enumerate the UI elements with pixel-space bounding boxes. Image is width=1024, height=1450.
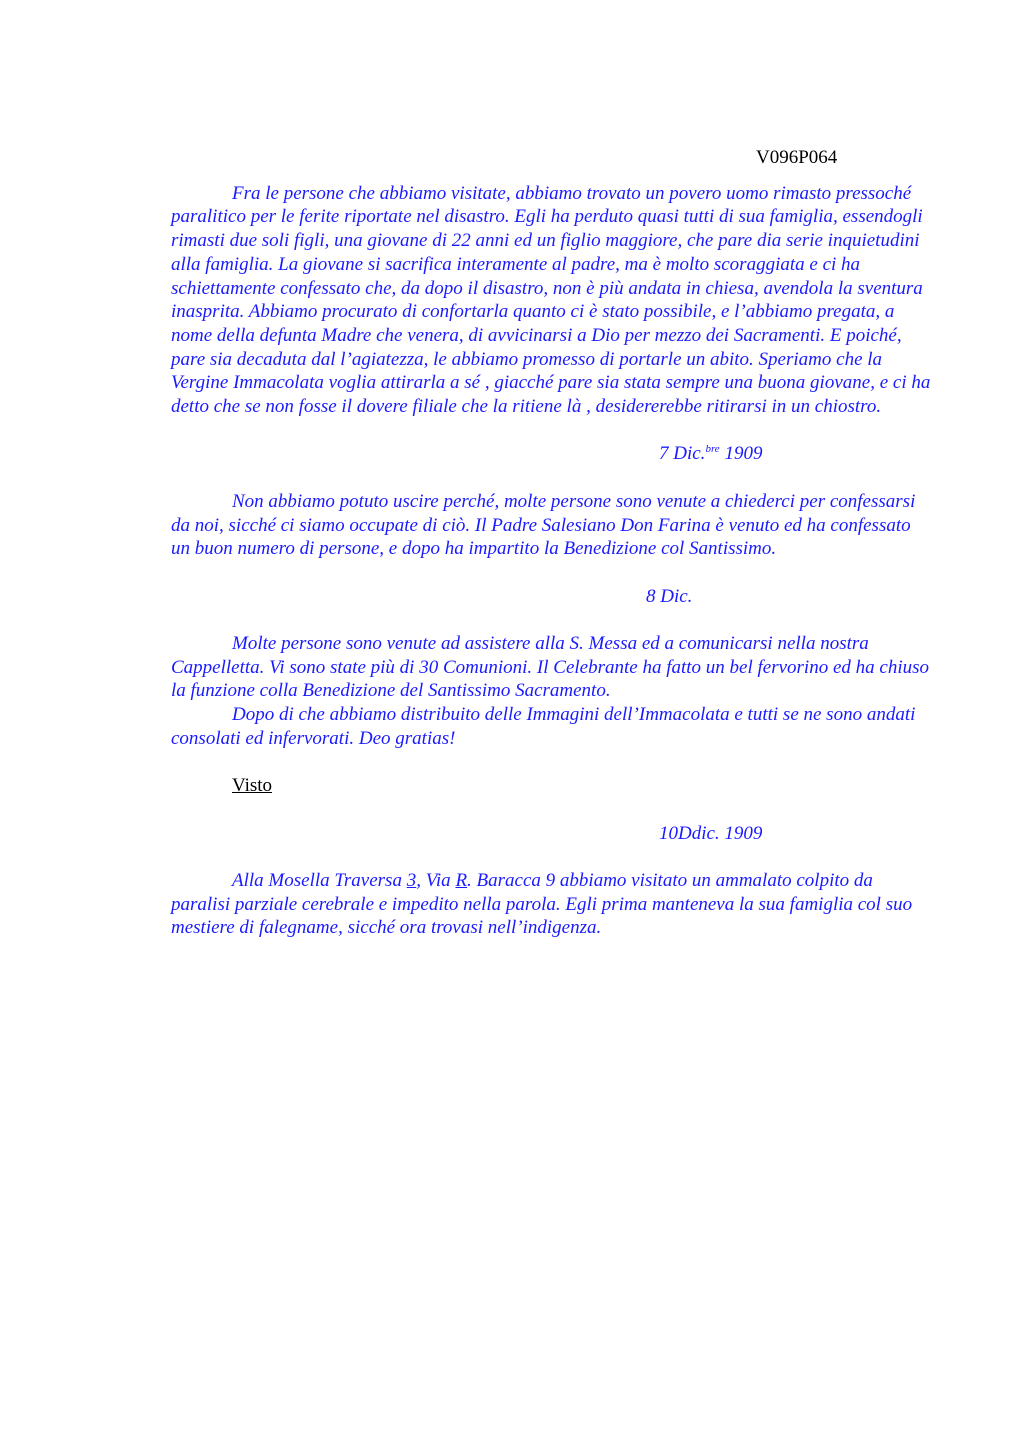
visto-mark: Visto (232, 775, 273, 797)
entry-paragraph-2: Non abbiamo potuto uscire perché, molte persone sono venute a chiederci per confessarsi da noi, sicché ci siamo occupate di ciò. Il Padre Salesiano Don Farina è venuto ed ha confessato un buon numero di persone, e dopo ha impartito la Benedizione col Santissimo. (171, 490, 916, 560)
date-superscript: bre (705, 443, 720, 456)
p5-text-a: Alla Mosella Traversa (232, 869, 407, 891)
date-day: 7 Dic. (659, 443, 706, 465)
entry-date-10-dec: 10Ddic. 1909 (659, 822, 763, 844)
entry-paragraph-3: Molte persone sono venute ad assistere alla S. Messa ed a comunicarsi nella nostra Cappelletta. Vi sono state più di 30 Comunioni. Il Celebrante ha fatto un bel fervorino ed ha chiuso la funzione colla Benedizione del Santissimo Sacramento. (171, 632, 929, 702)
p5-text-c: . Baracca 9 abbiamo visitato un ammalato colpito da paralisi parziale cerebrale e impedito nella parola. Egli prima manteneva la sua famiglia col suo mestiere di falegname, sicché ora trovasi nell’indigenza. (171, 869, 913, 939)
entry-date-8-dec: 8 Dic. (646, 585, 693, 607)
diary-content (171, 146, 931, 940)
date-year: 1909 (719, 443, 763, 465)
entry-paragraph-1: Fra le persone che abbiamo visitate, abbiamo trovato un povero uomo rimasto pressoché paralitico per le ferite riportate nel disastro. Egli ha perduto quasi tutti di sua famiglia, essendogli rimasti due soli figli, una giovane di 22 anni ed un figlio maggiore, che pare dia serie inquietudini alla famiglia. La giovane si sacrifica interamente al padre, ma è molto scoraggiata e ci ha schiettamente confessato che, da dopo il disastro, non è più andata in chiesa, avendola la sventura inasprita. Abbiamo procurato di confortarla quanto ci è stato possibile, e l’abbiamo pregata, a nome della defunta Madre che venera, di avvicinarsi a Dio per mezzo dei Sacramenti. E poiché, pare sia decaduta dal l’agiatezza, le abbiamo promesso di portarle un abito. Speriamo che la Vergine Immacolata voglia attirarla a sé , giacché pare sia stata sempre una buona giovane, e ci ha detto che se non fosse il dovere filiale che la ritiene là , desidererebbe ritirarsi in un chiostro. (171, 182, 931, 418)
page-identifier: V096P064 (756, 147, 838, 168)
p5-underlined-initial: R (455, 869, 468, 891)
entry-date-7-dec (171, 442, 931, 466)
p5-underlined-number: 3 (406, 869, 417, 891)
p5-text-b: , Via (416, 869, 456, 891)
entry-paragraph-4: Dopo di che abbiamo distribuito delle Immagini dell’Immacolata e tutti se ne sono andati consolati ed infervorati. Deo gratias! (171, 704, 916, 749)
entry-paragraph-5 (171, 869, 931, 940)
